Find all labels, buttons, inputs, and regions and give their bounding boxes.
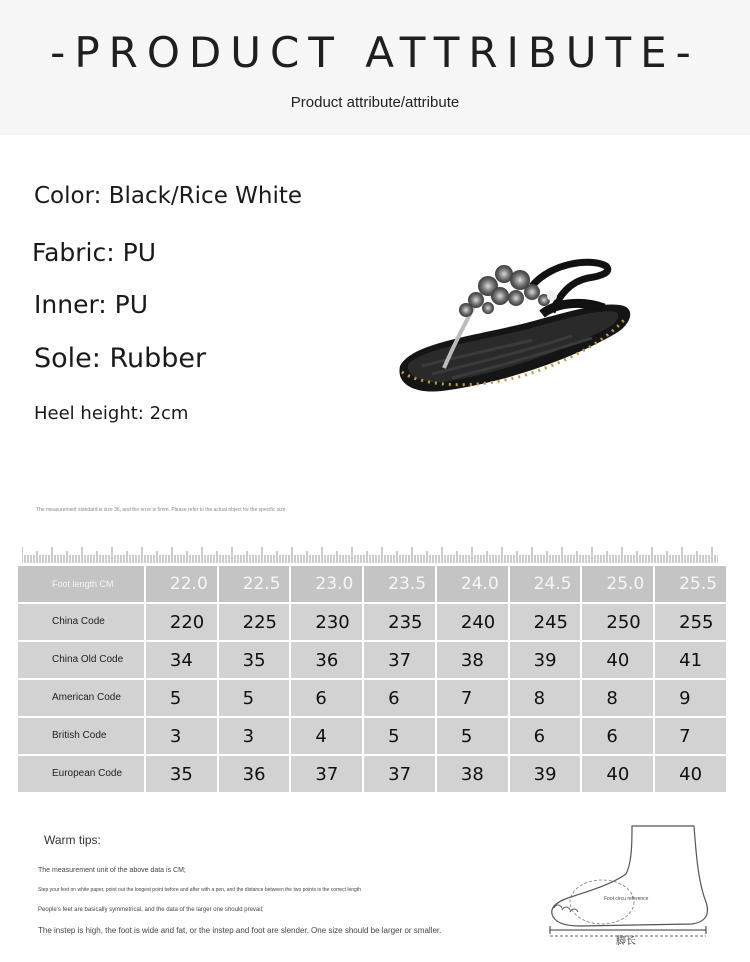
size-table-row <box>18 604 726 640</box>
tip-item: The instep is high, the foot is wide and fat, or the instep and foot are slender. One size should be larger or smaller. <box>38 926 442 935</box>
size-cell: 6 <box>510 718 581 754</box>
size-cell: 40 <box>582 756 653 792</box>
size-cell: 230 <box>291 604 362 640</box>
sandal-product-image <box>392 248 637 398</box>
size-cell: 36 <box>219 756 290 792</box>
size-cell: 39 <box>510 756 581 792</box>
page-subtitle: Product attribute/attribute <box>290 94 460 111</box>
size-cell: 40 <box>655 756 726 792</box>
size-cell: 8 <box>510 680 581 716</box>
attribute-color: Color: Black/Rice White <box>34 183 303 209</box>
size-cell: 38 <box>437 642 508 678</box>
size-cell: 34 <box>146 642 217 678</box>
size-cell: 37 <box>291 756 362 792</box>
size-cell: 37 <box>364 642 435 678</box>
size-cell: 4 <box>291 718 362 754</box>
tip-item: People's feet are basically symmetrical, and the data of the larger one should prevail; <box>38 907 264 913</box>
size-chart-table <box>16 564 728 794</box>
foot-measurement-diagram <box>540 822 715 950</box>
size-table-row <box>18 680 726 716</box>
tip-item: The measurement unit of the above data is CM; <box>38 867 186 874</box>
attribute-heel-height: Heel height: 2cm <box>34 403 189 424</box>
size-cell: 25.0 <box>582 566 653 602</box>
header-banner <box>0 0 750 135</box>
size-cell: 3 <box>146 718 217 754</box>
size-row-label: Foot length CM <box>18 566 144 602</box>
size-cell: 6 <box>364 680 435 716</box>
size-cell: 24.5 <box>510 566 581 602</box>
size-cell: 38 <box>437 756 508 792</box>
size-cell: 22.0 <box>146 566 217 602</box>
ruler-strip <box>22 543 718 563</box>
foot-length-label: 脚长 <box>616 936 636 947</box>
size-table-row <box>18 642 726 678</box>
size-cell: 220 <box>146 604 217 640</box>
size-cell: 22.5 <box>219 566 290 602</box>
size-cell: 9 <box>655 680 726 716</box>
size-cell: 240 <box>437 604 508 640</box>
size-cell: 255 <box>655 604 726 640</box>
size-cell: 250 <box>582 604 653 640</box>
size-row-label: China Old Code <box>18 642 144 678</box>
size-cell: 5 <box>146 680 217 716</box>
size-cell: 40 <box>582 642 653 678</box>
size-cell: 41 <box>655 642 726 678</box>
size-cell: 37 <box>364 756 435 792</box>
size-row-label: China Code <box>18 604 144 640</box>
size-cell: 24.0 <box>437 566 508 602</box>
size-cell: 36 <box>291 642 362 678</box>
tip-item: Step your feet on white paper, point out the longest point before and after with a pen, and the distance between the two points is the correct length <box>38 887 361 893</box>
size-cell: 6 <box>582 718 653 754</box>
size-cell: 35 <box>219 642 290 678</box>
size-cell: 3 <box>219 718 290 754</box>
size-cell: 245 <box>510 604 581 640</box>
size-cell: 225 <box>219 604 290 640</box>
attribute-sole: Sole: Rubber <box>34 343 207 374</box>
attribute-fabric: Fabric: PU <box>32 238 156 267</box>
tips-title: Warm tips: <box>44 833 101 847</box>
measurement-note: The measurement standard is size 36, and the error is 5mm. Please refer to the actual object for the specific size. <box>36 507 287 513</box>
size-cell: 235 <box>364 604 435 640</box>
size-row-label: American Code <box>18 680 144 716</box>
size-cell: 7 <box>655 718 726 754</box>
size-row-label: European Code <box>18 756 144 792</box>
size-cell: 5 <box>219 680 290 716</box>
size-cell: 35 <box>146 756 217 792</box>
size-table-header-row <box>18 566 726 602</box>
size-table-row <box>18 756 726 792</box>
size-cell: 25.5 <box>655 566 726 602</box>
size-row-label: British Code <box>18 718 144 754</box>
size-cell: 39 <box>510 642 581 678</box>
size-cell: 23.0 <box>291 566 362 602</box>
size-cell: 6 <box>291 680 362 716</box>
page-title: -PRODUCT ATTRIBUTE- <box>50 28 700 77</box>
foot-reference-label: Foot circu reference <box>604 896 649 902</box>
size-cell: 7 <box>437 680 508 716</box>
attribute-inner: Inner: PU <box>34 290 149 319</box>
size-cell: 5 <box>364 718 435 754</box>
size-table-row <box>18 718 726 754</box>
size-cell: 5 <box>437 718 508 754</box>
size-cell: 23.5 <box>364 566 435 602</box>
size-cell: 8 <box>582 680 653 716</box>
